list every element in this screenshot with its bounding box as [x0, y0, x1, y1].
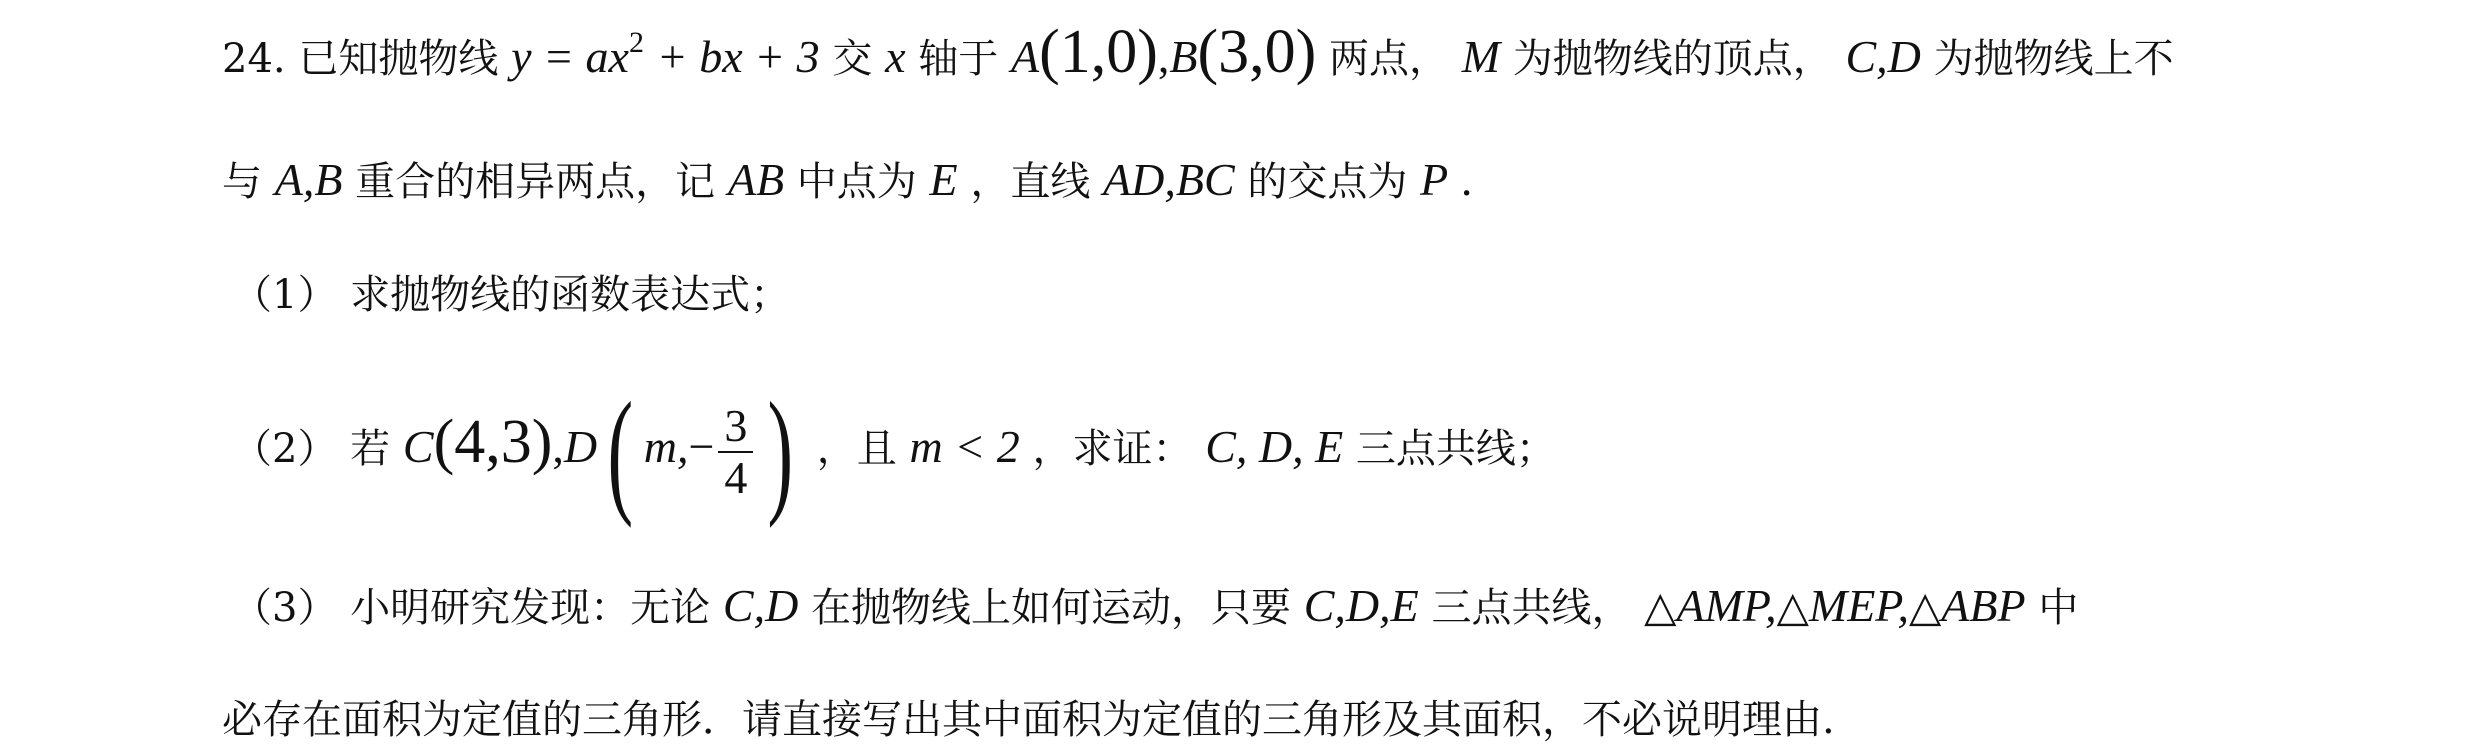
- points-cd: C,D: [1845, 31, 1921, 82]
- inequality: m < 2: [909, 421, 1020, 472]
- part-3-text: 必存在面积为定值的三角形．请直接写出其中面积为定值的三角形及其面积，不必说明理由.: [222, 697, 1835, 743]
- text: 小明研究发现：无论: [350, 585, 711, 631]
- part-3-label: （3）: [232, 585, 338, 631]
- point-c-coord: (4,3): [433, 408, 553, 476]
- part-1-label: （1）: [232, 272, 338, 318]
- text: 的交点为: [1247, 159, 1408, 205]
- right-paren: ): [767, 374, 794, 529]
- text: 为抛物线上不: [1933, 36, 2174, 82]
- m-symbol: m,: [643, 421, 689, 472]
- fraction-numerator: 3: [718, 401, 753, 453]
- problem-line-2: [222, 150, 1472, 212]
- exponent: 2: [628, 26, 644, 59]
- equation: y = ax: [511, 31, 629, 82]
- part-2-label: （2）: [232, 426, 338, 472]
- point-p: P: [1420, 154, 1449, 205]
- text: 三点共线；: [1355, 426, 1556, 472]
- problem-number: 24.: [222, 36, 286, 82]
- comma: ,: [552, 421, 564, 472]
- part-2: [232, 372, 1556, 529]
- point-m: M: [1461, 31, 1501, 82]
- comma: ,: [1157, 31, 1170, 82]
- text: ，直线: [970, 159, 1091, 205]
- point-b-coord: (3,0): [1197, 18, 1317, 86]
- fraction: [718, 401, 753, 503]
- text: 与: [222, 159, 262, 205]
- period: .: [1460, 154, 1473, 205]
- triangle-amp: AMP,: [1676, 580, 1777, 631]
- points-cd: C,D: [722, 580, 799, 631]
- triangle-icon: △: [1908, 582, 1942, 631]
- text: 若: [350, 426, 391, 472]
- left-paren: (: [607, 374, 634, 529]
- text: 中点为: [796, 159, 917, 205]
- text: 中: [2038, 585, 2079, 631]
- part-1-text: 求抛物线的函数表达式；: [350, 272, 791, 318]
- fraction-denominator: 4: [724, 452, 748, 503]
- points-cde: C, D, E: [1205, 421, 1344, 472]
- lines-ad-bc: AD,BC: [1103, 154, 1235, 205]
- text: 两点，: [1328, 36, 1449, 82]
- problem-line-1: [222, 18, 2174, 89]
- text: 为抛物线的顶点，: [1512, 36, 1833, 82]
- point-b: B: [1169, 31, 1198, 82]
- triangle-icon: △: [1644, 582, 1677, 631]
- text: 在抛物线上如何运动，只要: [811, 585, 1292, 631]
- text: 已知抛物线: [298, 36, 499, 82]
- text: ，求证：: [1032, 426, 1193, 472]
- triangle-abp: ABP: [1941, 580, 2026, 631]
- text: ，且: [816, 426, 897, 472]
- point-d: D: [563, 421, 598, 472]
- triangle-icon: △: [1776, 582, 1809, 631]
- x-axis-symbol: x: [885, 31, 906, 82]
- triangle-mep: MEP,: [1808, 580, 1909, 631]
- text: 三点共线，: [1431, 585, 1632, 631]
- part-1: [232, 265, 790, 325]
- point-a: A: [1010, 31, 1040, 82]
- part-3-line-2: [222, 690, 1835, 750]
- points-ab: A,B: [274, 154, 343, 205]
- minus-sign: −: [688, 421, 715, 472]
- point-e: E: [929, 154, 958, 205]
- segment-ab: AB: [727, 154, 785, 205]
- text: 交: [832, 36, 873, 82]
- text: 轴于: [918, 36, 999, 82]
- points-cde: C,D,E: [1303, 580, 1419, 631]
- point-a-coord: (1,0): [1039, 18, 1158, 86]
- equation-rest: + bx + 3: [656, 31, 820, 82]
- part-3-line-1: [232, 576, 2078, 638]
- point-c: C: [402, 421, 434, 472]
- text: 重合的相异两点，记: [355, 159, 716, 205]
